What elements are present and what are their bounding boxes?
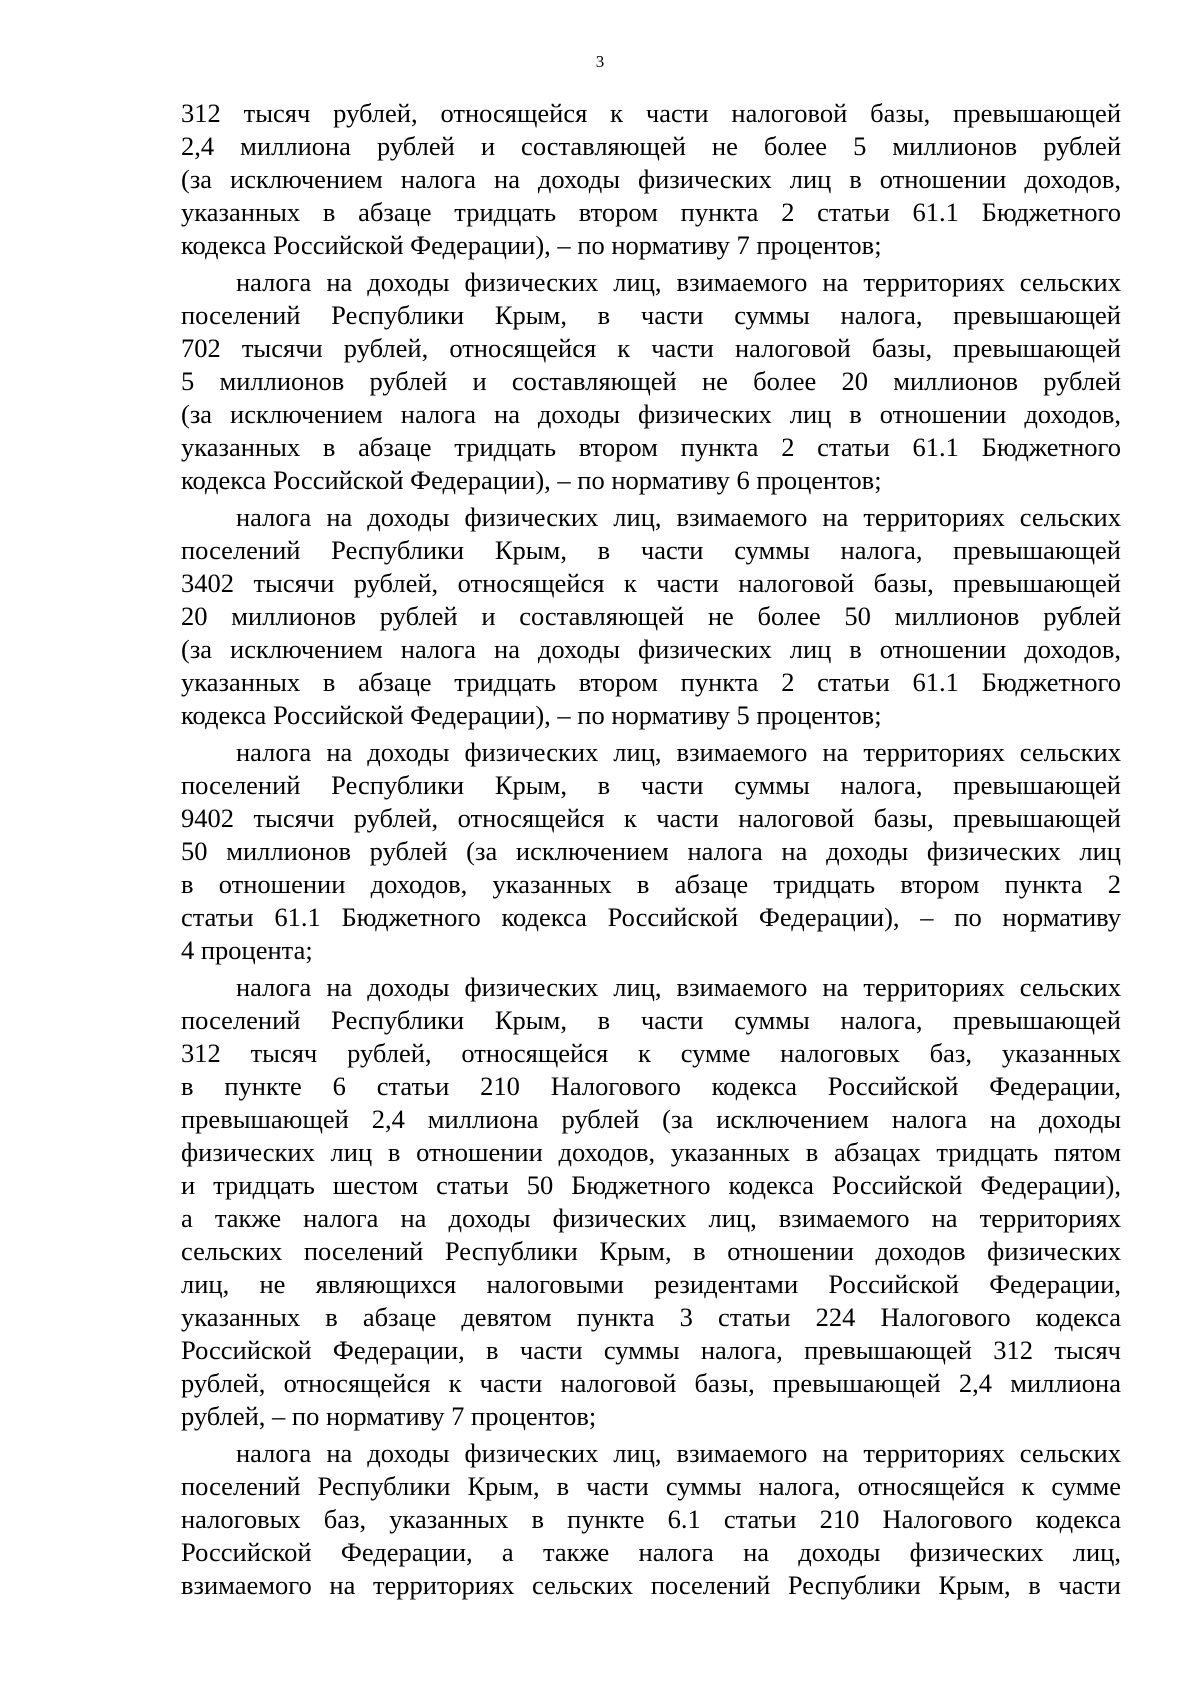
- text-line: 312 тысяч рублей, относящейся к части налоговой базы, превышающей: [181, 98, 1121, 128]
- text-line: физических лиц в отношении доходов, указанных в абзацах тридцать пятом: [181, 1137, 1121, 1167]
- text-line: 702 тысячи рублей, относящейся к части налоговой базы, превышающей: [181, 333, 1121, 363]
- text-line: указанных в абзаце тридцать втором пункта 2 статьи 61.1 Бюджетного: [181, 197, 1121, 227]
- text-line: 3402 тысячи рублей, относящейся к части налоговой базы, превышающей: [181, 568, 1121, 598]
- text-line: 9402 тысячи рублей, относящейся к части налоговой базы, превышающей: [181, 803, 1121, 833]
- paragraph-first-line: налога на доходы физических лиц, взимаемого на территориях сельских: [236, 267, 1121, 297]
- text-line: взимаемого на территориях сельских поселений Республики Крым, в части: [181, 1570, 1121, 1600]
- text-line: указанных в абзаце девятом пункта 3 статьи 224 Налогового кодекса: [181, 1302, 1121, 1332]
- text-line: статьи 61.1 Бюджетного кодекса Российской Федерации), – по нормативу: [181, 902, 1121, 932]
- text-line: а также налога на доходы физических лиц, взимаемого на территориях: [181, 1203, 1121, 1233]
- text-line: и тридцать шестом статьи 50 Бюджетного кодекса Российской Федерации),: [181, 1170, 1121, 1200]
- paragraph-first-line: налога на доходы физических лиц, взимаемого на территориях сельских: [236, 972, 1121, 1002]
- text-line: 4 процента;: [181, 935, 313, 965]
- text-line: поселений Республики Крым, в части суммы налога, превышающей: [181, 1005, 1121, 1035]
- text-line: поселений Республики Крым, в части суммы налога, относящейся к сумме: [181, 1471, 1121, 1501]
- text-line: указанных в абзаце тридцать втором пункта 2 статьи 61.1 Бюджетного: [181, 432, 1121, 462]
- text-line: налоговых баз, указанных в пункте 6.1 статьи 210 Налогового кодекса: [181, 1504, 1121, 1534]
- text-line: в отношении доходов, указанных в абзаце тридцать втором пункта 2: [181, 869, 1121, 899]
- text-line: в пункте 6 статьи 210 Налогового кодекса Российской Федерации,: [181, 1071, 1121, 1101]
- text-line: кодекса Российской Федерации), – по нормативу 7 процентов;: [181, 230, 882, 260]
- text-line: указанных в абзаце тридцать втором пункта 2 статьи 61.1 Бюджетного: [181, 667, 1121, 697]
- page-number: 3: [595, 52, 605, 71]
- text-line: поселений Республики Крым, в части суммы налога, превышающей: [181, 535, 1121, 565]
- text-line: кодекса Российской Федерации), – по нормативу 6 процентов;: [181, 465, 882, 495]
- text-line: (за исключением налога на доходы физических лиц в отношении доходов,: [181, 634, 1121, 664]
- text-line: лиц, не являющихся налоговыми резидентами Российской Федерации,: [181, 1269, 1121, 1299]
- text-line: Российской Федерации, а также налога на доходы физических лиц,: [181, 1537, 1121, 1567]
- text-line: поселений Республики Крым, в части суммы налога, превышающей: [181, 770, 1121, 800]
- text-line: (за исключением налога на доходы физических лиц в отношении доходов,: [181, 164, 1121, 194]
- paragraph-first-line: налога на доходы физических лиц, взимаемого на территориях сельских: [236, 502, 1121, 532]
- text-line: поселений Республики Крым, в части суммы налога, превышающей: [181, 300, 1121, 330]
- text-line: Российской Федерации, в части суммы налога, превышающей 312 тысяч: [181, 1335, 1121, 1365]
- text-line: сельских поселений Республики Крым, в отношении доходов физических: [181, 1236, 1121, 1266]
- document-body: [181, 97, 1121, 1602]
- paragraph-first-line: налога на доходы физических лиц, взимаемого на территориях сельских: [236, 1438, 1121, 1468]
- text-line: 20 миллионов рублей и составляющей не более 50 миллионов рублей: [181, 601, 1121, 631]
- text-line: рублей, – по нормативу 7 процентов;: [181, 1401, 597, 1431]
- text-line: 2,4 миллиона рублей и составляющей не более 5 миллионов рублей: [181, 131, 1121, 161]
- text-line: 312 тысяч рублей, относящейся к сумме налоговых баз, указанных: [181, 1038, 1121, 1068]
- text-line: 5 миллионов рублей и составляющей не более 20 миллионов рублей: [181, 366, 1121, 396]
- text-line: (за исключением налога на доходы физических лиц в отношении доходов,: [181, 399, 1121, 429]
- text-line: 50 миллионов рублей (за исключением налога на доходы физических лиц: [181, 836, 1121, 866]
- text-line: превышающей 2,4 миллиона рублей (за исключением налога на доходы: [181, 1104, 1121, 1134]
- text-line: кодекса Российской Федерации), – по нормативу 5 процентов;: [181, 700, 882, 730]
- text-line: рублей, относящейся к части налоговой базы, превышающей 2,4 миллиона: [181, 1368, 1121, 1398]
- paragraph-first-line: налога на доходы физических лиц, взимаемого на территориях сельских: [236, 737, 1121, 767]
